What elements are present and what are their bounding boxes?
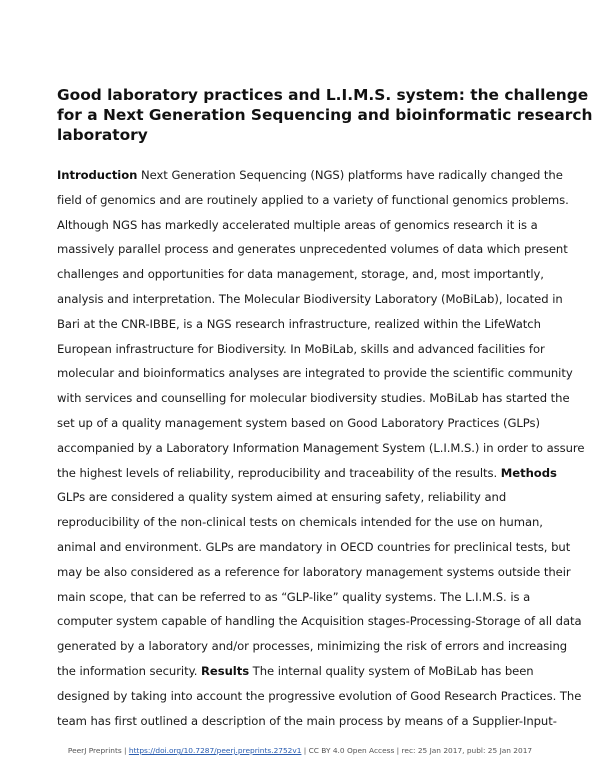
- text-line: animal and environment. GLPs are mandatory in OECD countries for preclinical tests, but: [57, 539, 571, 554]
- text-span: the highest levels of reliability, reproducibility and traceability of the results.: [57, 465, 501, 480]
- text-line: European infrastructure for Biodiversity. In MoBiLab, skills and advanced facilities for: [57, 341, 545, 356]
- text-line: set up of a quality management system based on Good Laboratory Practices (GLPs): [57, 415, 541, 430]
- text-line: with services and counselling for molecular biodiversity studies. MoBiLab has started the: [57, 391, 570, 406]
- text-line: team has first outlined a description of the main process by means of a Supplier-Input-: [57, 713, 557, 728]
- title-line: for a Next Generation Sequencing and bioinformatic research: [57, 106, 593, 124]
- text-line: [57, 163, 587, 188]
- text-line: challenges and opportunities for data management, storage, and, most importantly,: [57, 267, 544, 282]
- abstract-body: [57, 163, 587, 733]
- text-line: Bari at the CNR-IBBE, is a NGS research infrastructure, realized within the LifeWatch: [57, 316, 541, 331]
- text-line: field of genomics and are routinely applied to a variety of functional genomics problems.: [57, 192, 569, 207]
- text-line: massively parallel process and generates unprecedented volumes of data which present: [57, 242, 568, 257]
- text-line: may be also considered as a reference for laboratory management systems outside their: [57, 564, 571, 579]
- text-line: designed by taking into account the progressive evolution of Good Research Practices. The: [57, 688, 582, 703]
- section-heading-introduction: Introduction: [57, 168, 138, 182]
- title-line: Good laboratory practices and L.I.M.S. system: the challenge: [57, 86, 589, 104]
- footer-prefix: PeerJ Preprints |: [67, 746, 129, 755]
- text-span: The internal quality system of MoBiLab has been: [249, 663, 534, 678]
- text-line: main scope, that can be referred to as “GLP-like” quality systems. The L.I.M.S. is a: [57, 589, 531, 604]
- text-line: molecular and bioinformatics analyses are integrated to provide the scientific community: [57, 366, 573, 381]
- text-span: the information security.: [57, 663, 202, 678]
- text-line: reproducibility of the non-clinical tests on chemicals intended for the use on human,: [57, 515, 543, 530]
- paper-title: [57, 85, 593, 145]
- section-heading-results: Results: [201, 663, 250, 678]
- text-span: Next Generation Sequencing (NGS) platforms have radically changed the: [137, 168, 563, 182]
- text-line: [57, 461, 587, 486]
- footer-license: | CC BY 4.0 Open Access | rec: 25 Jan 2017, publ: 25 Jan 2017: [301, 746, 533, 755]
- text-line: GLPs are considered a quality system aimed at ensuring safety, reliability and: [57, 490, 507, 505]
- section-heading-methods: Methods: [500, 465, 557, 480]
- doi-link[interactable]: https://doi.org/10.7287/peerj.preprints.2752v1: [128, 746, 302, 755]
- title-line: laboratory: [57, 126, 148, 144]
- text-line: accompanied by a Laboratory Information Management System (L.I.M.S.) in order to assure: [57, 440, 585, 455]
- preprint-footer: [0, 746, 600, 755]
- text-line: analysis and interpretation. The Molecular Biodiversity Laboratory (MoBiLab), located in: [57, 291, 563, 306]
- text-line: Although NGS has markedly accelerated multiple areas of genomics research it is a: [57, 217, 538, 232]
- text-line: computer system capable of handling the Acquisition stages-Processing-Storage of all data: [57, 614, 582, 629]
- text-line: [57, 659, 587, 684]
- text-line: generated by a laboratory and/or processes, minimizing the risk of errors and increasing: [57, 639, 568, 654]
